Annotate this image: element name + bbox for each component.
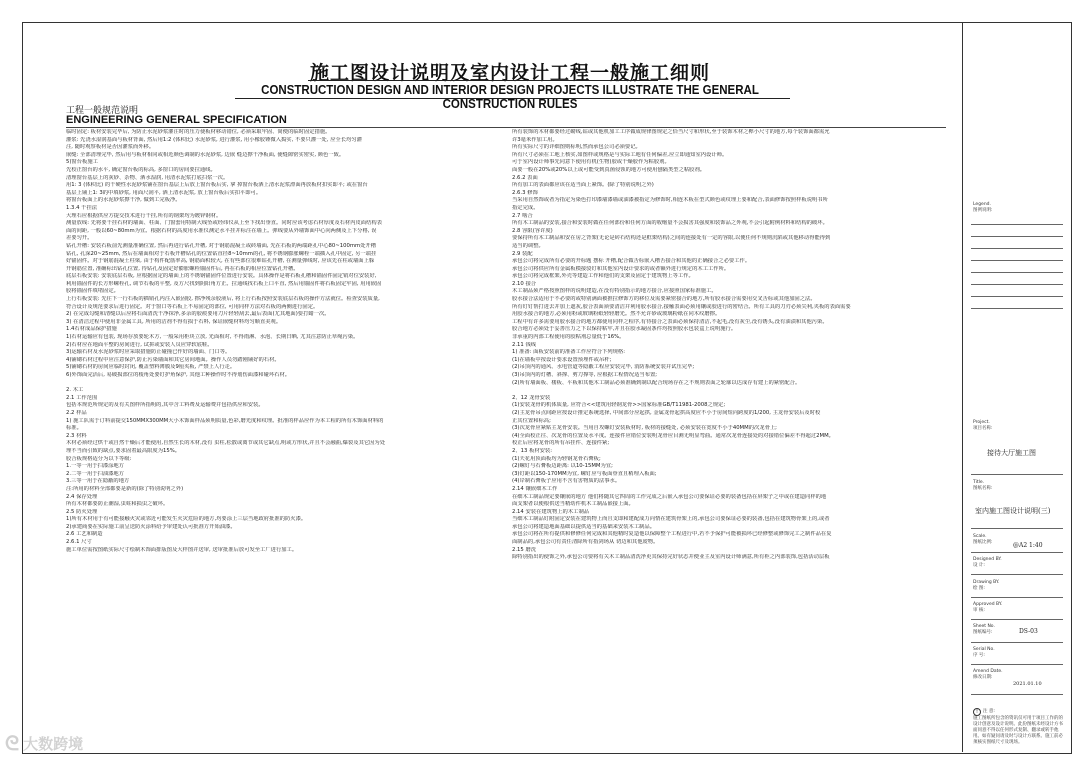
text-line: 1.4石材成品保护措施	[66, 326, 117, 333]
note-title: 注 意:	[983, 709, 995, 714]
text-line: 2.6 工艺和制造	[66, 531, 103, 538]
legend-rule	[971, 260, 1063, 261]
text-line: 施工单位需按图纸实际尺寸绘制木饰面排版图及大样图并送审, 送审批准后放可发至工厂进行加工。	[66, 546, 298, 553]
text-line: 面制品的,承包公司有责任清除所有指剑场从 切边和其他废物。	[512, 539, 659, 546]
text-line: (1)在墙板中按设计要求设置预埋件或吊杆;	[512, 356, 612, 363]
scale-value: @A2 1:40	[1013, 542, 1043, 549]
text-line: (2)吊顶内的通风、水电管道等隐蔽工程应安装完毕, 消防系统安装并试压完毕;	[512, 364, 695, 371]
approved-label-cn: 审 核:	[973, 608, 985, 613]
text-line: 5)窗台板施工	[66, 159, 98, 166]
text-line: 测量放线: 先将要干挂石材的墙面、柱面、门窗套用特制大线坠或经纬仪从上至下找出垂直。同时应该考虑石材厚度及石材内皮面结构表	[66, 220, 382, 227]
amend-label-cn: 修改日期:	[973, 675, 993, 680]
title-underline-en	[235, 98, 790, 99]
text-line: 2.6.1 尺寸	[66, 539, 92, 546]
text-line: 2. 木工	[66, 387, 84, 394]
approved-label: Approved BY.	[973, 602, 1003, 607]
serial-label: Serial No.	[973, 647, 995, 652]
text-line: 所有装饰的木材都要经过砌线,钻或其他机加工工序做成规律图规定之恰当尺寸和形状,至于装饰木材之榫小尺寸的地方,每个装饰面都需允	[512, 129, 830, 135]
text-line: (1)天花用顶面板均为轻钢龙骨石膏板;	[512, 455, 601, 462]
text-line: 灌浆: 先浇水湿润基面与板材背面, 然后用1:2 (体积比) 水泥砂浆, 进行灌浆, 用小橡胶锤微入捣实, 不要只灌一处, 应全长均匀灌	[66, 136, 362, 143]
text-line: 承包公司将建造地面基础以提供适当的基础来安装木工制品。	[512, 523, 656, 530]
scale-label: Scale.	[973, 534, 987, 539]
warning-icon: !	[973, 708, 981, 716]
text-line: 所有实际尺寸的详细图则标明,然而承包公司必须要记。	[512, 144, 641, 151]
text-line: 1.一等一用于扫漆涂地方	[66, 463, 125, 470]
serial-label-cn: 序 号:	[973, 653, 985, 658]
text-line: 好锚固件。对于钢筋混凝土柱梁, 由于构件配筋率高, 钢筋面积较大, 在有些部位很难钻孔开槽, 在测量弹线时, 应该先在柱或墙面上躲	[66, 258, 375, 265]
block-rule	[971, 574, 1063, 575]
text-line: 2、13 板材安装:	[512, 447, 553, 454]
legend-rule	[971, 224, 1063, 225]
text-line: 2、12 龙骨安装	[512, 394, 551, 401]
legend-rule	[971, 236, 1063, 237]
section-title-cn: 工程一般规范说明	[66, 106, 139, 116]
text-line: 2.1 工作范围	[66, 394, 98, 401]
text-line: 包括本规范所规定的及有关图样所指明的,其中含工料费及运输费并包括供应和安装。	[66, 402, 264, 409]
text-line: 2.15 磨洗	[512, 546, 537, 553]
designed-label-cn: 设 计:	[973, 563, 985, 568]
legend-rule	[971, 308, 1063, 309]
title-block	[962, 22, 1071, 752]
watermark	[5, 731, 83, 755]
text-line: 2.3 材料	[66, 432, 87, 439]
text-line: 2.11 钱线	[512, 341, 537, 348]
text-line: 上行石板安装: 先往下一行石板的插销孔内注入嵌固胶, 擦净残余胶液后, 将上行石板按照安装底层石板的操作方法就位。检查安装质量,	[66, 296, 380, 303]
text-line: 注, 随时观察板材是否因灌浆而外移。	[66, 144, 155, 151]
block-rule	[971, 474, 1063, 475]
block-rule	[971, 597, 1063, 598]
text-line: 校正后应将龙骨的所有吊挂件、连接件紧;	[512, 440, 610, 447]
legend-rule	[971, 296, 1063, 297]
text-line: (3)吊顶内的灯槽、斜撑、剪刀撑等, 应根据工程情况适当布置;	[512, 372, 658, 378]
text-line: 钻孔, 孔深20~25mm, 然后在墙面相对于石板开槽钻孔的位置钻直径8~10mm的孔, 将不锈钢膨胀螺栓一端插入孔中固定, 另一端挂	[66, 250, 377, 257]
sheet-label: Sheet No.	[973, 624, 995, 629]
title-label: Title.	[973, 480, 985, 485]
text-line: 2) 在完成勾缝和清缝以后应将石面清洗干净抹净,多余的胶痕要用刀片轻轻刮去,最后表面(尤其地面)要打蜡一次。	[66, 311, 330, 318]
text-line	[512, 387, 946, 395]
watermark-text: 大数跨境	[23, 734, 84, 753]
legend-rule	[971, 248, 1063, 249]
text-line: 2.二等一用于扫油漆地方	[66, 470, 125, 477]
title-label-cn: 图纸名称:	[973, 486, 993, 491]
text-line: 木材必须经过烘干或自然干燥后才能使用,自然生长的木材,没有 虫柱,松散或离节或其它缺点,明或方形状,并且不会融曲,爆裂及其它因为处	[66, 440, 386, 447]
text-line: 基层上铺上1: 3的中填砂浆, 用面尺刮平, 洒上清水泥浆, 放上窗台板后实扣平即可。	[66, 189, 262, 196]
text-line: 在细木工制品规定要镶嵌的地方 他们将随其它四周的工作完成之后嵌入承包公司要保证必要的装备包括在屏架子之中或在建造同样的地	[512, 493, 827, 500]
text-line: 面支架者以便根供送当精幼件机木工制品嵌接上面。	[512, 501, 634, 508]
drawing-by-label: Drawing BY.	[973, 580, 1000, 585]
block-rule	[971, 619, 1063, 620]
block-rule	[971, 664, 1063, 665]
text-line: 所有木材都要防止潮湿,虫蛀和损虫之破坏。	[66, 501, 169, 508]
text-line: 许3毫米作加工用。	[512, 136, 558, 143]
note-text: 施工图纸所包含的资讯仅可用于项目工作的的设计创意及设计说明。此份图纸未经设计方书面同意不得以任何形式复制、翻录或转手他用。如有疑问请及时与设计方联系。施工前必须核实图纸尺寸及现场。	[973, 716, 1063, 745]
text-line: 3) 在清洁过程中使用非金属工具, 所用的洁剂不得有损于石料, 保证嵌缝材料均匀顺直美观。	[66, 318, 282, 325]
legend-label: Legend.	[973, 202, 991, 207]
document-title-en: CONSTRUCTION DESIGN AND INTERIOR DESIGN PROJECTS ILLUSTRATE THE GENERAL CONSTRUCTION RULES	[261, 83, 759, 111]
text-line: 2.6.2 表面	[512, 174, 538, 181]
text-line: (4)岸制石膏板子应用不含有害物质的法事水。	[512, 478, 621, 485]
text-line: 差要匀开。	[66, 235, 93, 242]
text-line: (1)安装龙骨的机体质量, 应符合<<建筑用轻钢龙骨>>国家标准GB/T11981-2008之规定;	[512, 402, 726, 409]
legend-label-cn: 图例说明:	[973, 208, 993, 213]
text-line: 大理石应根据供应方提交技术进行干挂,所有的钢架均为镀锌钢材。	[66, 212, 222, 219]
text-line: 2.14 安装在建筑物上的木工制品	[512, 508, 590, 515]
text-line: 2.10 接合	[512, 280, 537, 287]
text-line: 2.14 镶嵌细木工作	[512, 485, 558, 492]
text-line: 非承重的内部工程使用的胶粘剂总量低于16%。	[512, 334, 625, 341]
text-line: 钻孔开槽: 安装石板前先测量准确位置, 然后再进行钻孔开槽, 对于钢筋混凝土或砖墙面, 先在石板的两端距孔中心80~100mm处开槽	[66, 242, 377, 249]
text-line: (2)所有墙面板、楼板、平板和其他木工制品必须准确到制以配合现场存在之不规则表面之轮廓以达成存有建上的紧密配合。	[512, 379, 801, 386]
text-line: 当细木工制品钉附固定安装在建筑物上而且支即和建配成力向情在建筑骨架上的,承包公司要保证必要的装备,包括在建筑物骨架上的,或者	[512, 516, 830, 523]
block-rule	[971, 528, 1063, 529]
text-line: 所有木工制品的安装,接合和安装时做在任何部份和任何方面的收缩量不会损害其强度和装饰品之外观,不会引起附例材料和结构的破坏。	[512, 220, 828, 227]
designed-label: Designed BY.	[973, 557, 1002, 562]
section-divider	[66, 127, 946, 128]
text-line: 符合设计及规范要求后进行固定。对于窗口等石板上不易固定的部位, 可用同样方法对石板的两侧进行固定。	[66, 303, 319, 310]
text-line: 面要一般在20%或20%以上或可能受到真菌侵蚀的地方可使用刨隔类型之粘胶剂。	[512, 166, 706, 173]
scale-label-cn: 图纸比例:	[973, 540, 993, 545]
document-title-cn: 施工图设计说明及室内设计工程一般施工细则	[309, 62, 710, 84]
text-line: 嵌缝: 全部清理完毕, 然后用与板材相同或相近颜色调制的水泥砂浆, 边嵌 缝边擦干净板面, 使缝隙密实密实, 颜色一致。	[66, 151, 345, 158]
text-line: 用胶水接合的地方,必须用粉或玻璃粉纸轻轻磨光。然不允许砂或玻璃粉纸在同木纹磨擦。	[512, 311, 721, 318]
left-text-column	[66, 129, 501, 554]
text-line: 临时固定: 板材安装完毕后, 为防止水泥砂浆灌注时的压力使板材移动错位, 必须采取牢固、简便的临时固定措施。	[66, 129, 331, 135]
text-line: 胶合地方必须处于妥善压力之下以保持粘牢,并且在胶水凝固条件均按照胶水包装盒上说明施行。	[512, 326, 737, 333]
text-line: 底层石板安装: 安装底层石板, 应根据固定的墙面上的不锈钢锚固件位置进行安装。具体操作是将石板孔槽和锚固件固定销对位安装好,	[66, 273, 377, 280]
text-line: 先校正窗台的水平, 确定窗台板的标高, 多窗口的房间要拉通线。	[66, 166, 216, 173]
legend-rule	[971, 284, 1063, 285]
text-line: (3)钉距以150-170MM为宜, 螺钉应与板面垂直且稍埋入板面;	[512, 470, 657, 477]
text-line: 3)运输石材及水泥砂浆时应采取措施防止碰撞已作好的墙面、门口等。	[66, 349, 231, 356]
text-line: 1.3.4 干挂法	[66, 204, 98, 211]
text-line: 1)所有木材用于有可能接触火灾或邻近可能发生火灾危险的地方,均要涂上三层当地政府批准的防火漆。	[66, 516, 307, 523]
project-label: Project.	[973, 420, 990, 425]
text-line: 木工制品须严格按照图样的说明建造,在没有特别指示的地方接合,应接照国家标准施工。	[512, 288, 717, 295]
text-line: 标准。	[66, 425, 82, 432]
text-line: 2.2 样品	[66, 409, 87, 416]
text-line: (2)螺钉与石膏板边距离: 以10-15MM为宜;	[512, 463, 613, 470]
sheet-label-cn: 图纸编号:	[973, 630, 993, 635]
drawing-by-label-cn: 绘 图:	[973, 586, 985, 591]
text-line: 当采用自然饰或者为指定为染色打印漆墙漆墙或油漆被指定为修饰时,相连木板在型式颜色或纹理上要和配合,表面修饰按照样板说明书所	[512, 197, 828, 204]
text-line: 可于室内设计师事先同意下使用有机(生物)胶或干燥胶作为粘胶剂。	[512, 159, 670, 166]
title-underline	[308, 80, 658, 81]
text-line: 将窗台板面上的水泥砂浆擦干净, 做到工完板净。	[66, 197, 181, 204]
text-line: 3.三等一用于在隐蔽的地方	[66, 478, 130, 485]
block-rule	[971, 552, 1063, 553]
text-line: (4)全面校正往、次龙骨的位置及水平度。连接件应错位安装明龙骨应目测无明显弯曲。通常次龙骨连接处的对接错位偏差不得超过2MM。	[512, 432, 834, 439]
text-line: 2)承建商要在实际施工前呈送防火涂料给予审建处认可批准方开始油漆。	[66, 523, 236, 530]
text-line: 2.6.3 修饰	[512, 189, 538, 196]
project-label-cn: 项目名称:	[973, 426, 993, 431]
text-line: 注:所用的材料全部都要是新的(除了特别说明之外)	[66, 485, 184, 492]
text-line: 用1: 3 (体积比) 的干硬性水泥砂浆铺在窗台基层上后放上窗台板后实, 拿 掉窗台板洒上清水泥浆漂面再放板材扣实即平; 或在窗台	[66, 182, 368, 189]
text-line: 利用锚固件的长方形螺栓孔, 调节石板的平整, 及方尺找到阴阳角方正。拉通线找石板上口平直, 然后用锚固件将石板固定牢固, 用用嵌固	[66, 280, 382, 287]
text-line: 正其位置和标高;	[512, 417, 551, 424]
block-rule	[971, 694, 1063, 695]
text-line: 承包公司将完成所有必要的开标题 摆标 开槽,配合做舌标嵌入槽舌接合和其他的正确接合之必要工作。	[512, 258, 751, 265]
amend-label: Amend Date.	[973, 669, 1003, 674]
text-line: 面的间距, 一般以60~80mm为宜。根据石材的高度用水准仪测定水平挂并标注在墙上。弹线要从外墙饰面中心向两侧及上下分格, 误	[66, 227, 377, 234]
section-title-en: ENGINEERING GENERAL SPECIFICATION	[66, 114, 287, 126]
text-line: 开钢筋位置, 准确标出钻孔位置, 待钻孔及固定好膨胀螺栓锚固件后, 再在石板的相应位置钻孔开槽。	[66, 265, 299, 272]
text-line: 胶合板规格适分为以下等级:	[66, 455, 132, 462]
text-line: (2)主龙骨吊点间距应按设计推定系统选择, 中间部分应起拱, 金属龙骨起拱高度应不小于房间短向跨度的1/200, 主龙骨安装后及时校	[512, 409, 821, 416]
text-line: 指定完成。	[512, 204, 539, 211]
text-line: 除特别指出的使饰之外,承包公司要将有关木工制品清洗净更其保持完好状态并便业主及室内设计师满意,所有柜之内部装饰,包括活动层板	[512, 554, 830, 561]
text-line: 承包公司将完成框架,外壳等建造工作和他们的支架及固定于建筑物上等工作。	[512, 273, 694, 280]
text-line: 4)铺砌石材过程中应注意保护,防止污染墙面和其它房间地面。操作人员勿踏刚铺好的石材。	[66, 356, 280, 363]
right-text-column	[512, 129, 946, 562]
text-line: 承包公司将供应所有金属板模接驳钉和其他室内设计要求的或者额外进行规定的木工工作所。	[512, 265, 730, 272]
text-line: 2.9 装配	[512, 250, 533, 257]
text-line: 2.7 啮合	[512, 212, 533, 219]
text-line: 工程中有许多需要用胶水接合的地方都使用同样之程序,有待接合之表面必须保持清洁,不起毛,没有灰尘,没有锈头,没有油渍和其他污染。	[512, 318, 828, 325]
legend-rule	[971, 272, 1063, 273]
text-line: 所有尺寸必须在工地上核实,如图样或规格是与实际工地有任何偏差,应立即通知室内设计师。	[512, 151, 728, 158]
text-line: 1)石材运输应有包装, 现场存放要轮木方, 一般采用柜块立放, 光面相对, 不得雨淋、水泡、长期日晒, 尤其注意防止草绳污染。	[66, 334, 359, 341]
text-line: 清理窗台基层上的灰砂、杂物、洒水湿润, 用清水泥浆打底扫浆一次。	[66, 174, 229, 181]
project-name: 接待大厅施工图	[987, 449, 1036, 457]
watermark-logo-icon: ᘓ	[5, 731, 20, 755]
block-rule	[971, 642, 1063, 643]
text-line: 理不当而引致的缺点,要求固着最高限度为15%。	[66, 447, 181, 454]
text-line: 胶将锚固件填堵固定。	[66, 288, 119, 295]
drawing-title: 室内施工图设计说明(三)	[975, 507, 1051, 515]
text-line: 要保持所有木工制品和安在房之背架(无论是砖石结构还是框架结构)之间的连接处有一定的容限,以便任何不规则沉陷或其他移动得能得到	[512, 235, 831, 242]
sheet-number: DS-03	[1019, 628, 1038, 635]
text-line: 5)铺砌石材的房间应临时封闭, 覆盖塑料薄膜及9厘夹板, 严禁上人行走。	[66, 364, 236, 371]
text-line: 6)外饰面完活后, 易破损部位的棱角处要钉护角保护, 其他工种操作时不得划伤面漆和碰坏石材。	[66, 372, 291, 378]
text-line: 胶水接合法适用于不必要的或特别满面被推拉修饰方的移位及需要紧密接合的地方,所有胶水接合需要用交叉舌标或其他加固之法。	[512, 296, 816, 303]
text-line: 2.5 防火处理	[66, 508, 98, 515]
amend-date: 2021.01.10	[1013, 681, 1042, 687]
text-line: 1) 准备: 面板安装前的准备工作应符合下列规格:	[512, 349, 626, 356]
text-line: 所有钉钉帮打进去并加上遮灰,胶合表面须要清洁并利用胶水接合,接触表面必须用镶或胶进行的密结合。所有工具的刀刃必须尖利,夹板的表面需要	[512, 303, 851, 310]
text-line: 承包公司将在所有提供和修修任何完成和其他精时复造他以保障整个工程进行中,若不予保护可能被损坏已经修整或修饰完工之制件品在复	[512, 531, 832, 538]
text-line: 适当的调整。	[512, 242, 544, 249]
text-line: 所有加工的表面都应该在适当面上紧饰。(除了特别说明之外)	[512, 182, 654, 189]
text-line: (3)次龙骨应紧贴主龙骨安装。当用自攻螺钉安装板材时, 板材的接缝处, 必须安装在宽度不小于40MM的次龙骨上;	[512, 425, 777, 432]
text-line: 1) 施工队需于订料前提交150MMX300MM大小木饰面样品须明质量,色彩,磨光度和纹理。批准的样品应作为本工程的所有木饰面材料的	[66, 417, 384, 424]
text-line: 2)石材应在地面平整的房间进行, 试拼或安装人员应穿软底鞋。	[66, 341, 213, 348]
text-line	[66, 380, 501, 388]
text-line: 2.4 保存处理	[66, 493, 98, 500]
text-line: 2.8 容限(容许度)	[512, 227, 553, 234]
